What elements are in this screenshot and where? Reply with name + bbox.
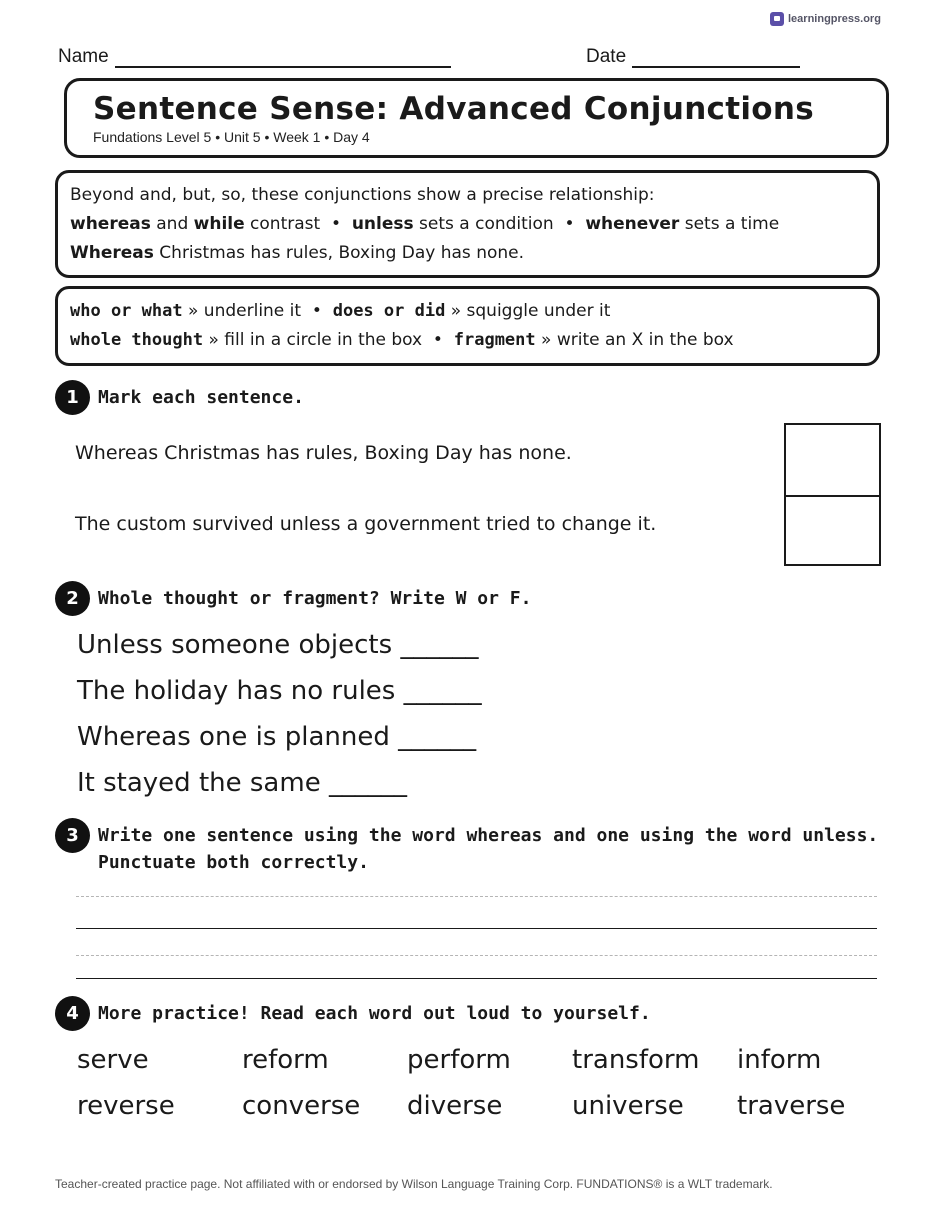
section-label: Mark each sentence.	[98, 387, 304, 408]
practice-word: traverse	[737, 1091, 846, 1121]
section-number: 3	[55, 818, 90, 853]
key-text: » write an X in the box	[535, 330, 734, 350]
word-row-1	[77, 1045, 902, 1075]
section-label-line-1: Write one sentence using the word whereas and one using the word unless.	[98, 825, 879, 846]
section-3-heading	[55, 818, 878, 876]
site-logo	[770, 12, 881, 26]
intro-text: sets a time	[679, 214, 780, 234]
key-row-2	[70, 326, 865, 355]
practice-word: serve	[77, 1045, 149, 1075]
intro-text: contrast •	[244, 214, 352, 234]
section-number: 4	[55, 996, 90, 1031]
base-line	[76, 978, 877, 979]
marking-key-box	[55, 286, 880, 366]
practice-word: reverse	[77, 1091, 175, 1121]
section-label-line-2: Punctuate both correctly.	[98, 852, 369, 873]
intro-example-term: Whereas	[70, 243, 154, 263]
practice-word: transform	[572, 1045, 700, 1075]
intro-text: sets a condition •	[413, 214, 586, 234]
box-divider	[786, 495, 879, 497]
section-number: 2	[55, 581, 90, 616]
intro-term: whereas	[70, 214, 151, 234]
key-term: fragment	[453, 330, 536, 350]
intro-term: whenever	[585, 214, 680, 234]
wf-item[interactable]: The holiday has no rules ______	[77, 676, 482, 706]
practice-word: universe	[572, 1091, 684, 1121]
key-row-1	[70, 297, 865, 326]
wf-item[interactable]: Whereas one is planned ______	[77, 722, 477, 752]
key-text: » fill in a circle in the box •	[203, 330, 454, 350]
key-term: does or did	[332, 301, 446, 321]
key-text: » squiggle under it	[445, 301, 611, 321]
section-label: More practice! Read each word out loud to yourself.	[98, 1003, 651, 1024]
key-text: » underline it •	[182, 301, 333, 321]
conjunction-info-box	[55, 170, 880, 278]
name-blank[interactable]	[115, 50, 451, 68]
mark-sentence: Whereas Christmas has rules, Boxing Day has none.	[75, 442, 572, 464]
date-field	[586, 46, 800, 68]
section-4-heading	[55, 996, 651, 1031]
intro-term: while	[193, 214, 245, 234]
practice-word: converse	[242, 1091, 361, 1121]
intro-example-text: Christmas has rules, Boxing Day has none.	[153, 243, 525, 263]
wf-item[interactable]: It stayed the same ______	[77, 768, 407, 798]
logo-text: learningpress.org	[788, 13, 881, 25]
name-label: Name	[58, 46, 109, 67]
title-box	[64, 78, 889, 158]
practice-word: perform	[407, 1045, 511, 1075]
intro-text: and	[150, 214, 194, 234]
base-line	[76, 928, 877, 929]
wf-item[interactable]: Unless someone objects ______	[77, 630, 479, 660]
section-label: Whole thought or fragment? Write W or F.	[98, 588, 532, 609]
practice-word: diverse	[407, 1091, 503, 1121]
date-label: Date	[586, 46, 627, 67]
intro-line-2	[70, 210, 865, 239]
mark-sentence: The custom survived unless a government tried to change it.	[75, 513, 657, 535]
word-row-2	[77, 1091, 902, 1121]
footer-disclaimer: Teacher-created practice page. Not affiliated with or endorsed by Wilson Language Training Corp. FUNDATIONS® is a WLT trademark.	[55, 1177, 773, 1191]
key-term: whole thought	[70, 330, 204, 350]
intro-term: unless	[351, 214, 414, 234]
guide-line	[76, 955, 877, 956]
section-2-heading	[55, 581, 531, 616]
intro-line-3	[70, 239, 865, 268]
mark-answer-boxes[interactable]	[784, 423, 881, 566]
book-icon	[770, 12, 784, 26]
intro-line-1: Beyond and, but, so, these conjunctions show a precise relationship:	[70, 185, 655, 205]
section-1-heading	[55, 380, 304, 415]
section-number: 1	[55, 380, 90, 415]
key-term: who or what	[70, 301, 183, 321]
page-title: Sentence Sense: Advanced Conjunctions	[93, 91, 814, 127]
practice-word: inform	[737, 1045, 822, 1075]
page-subtitle: Fundations Level 5 • Unit 5 • Week 1 • Day 4	[93, 129, 370, 145]
writing-lines[interactable]	[76, 896, 877, 979]
date-blank[interactable]	[632, 50, 800, 68]
section-label	[98, 818, 878, 876]
name-field	[58, 46, 451, 68]
practice-word: reform	[242, 1045, 329, 1075]
guide-line	[76, 896, 877, 897]
